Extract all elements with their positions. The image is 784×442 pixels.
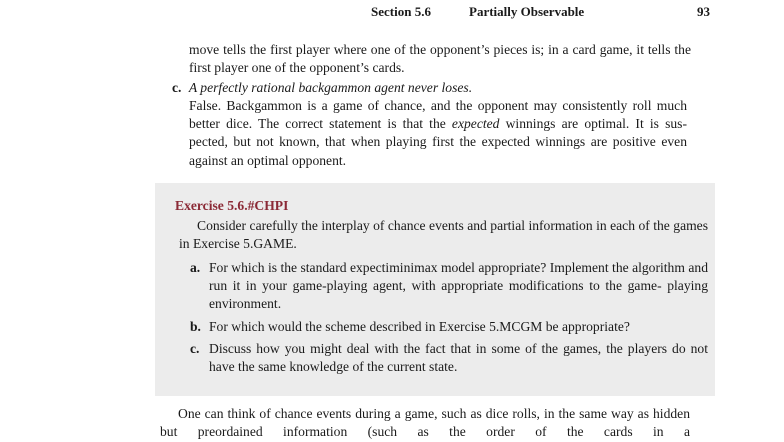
- exercise-item-c: [190, 340, 708, 376]
- continuation-paragraph: move tells the first player where one of the opponent’s pieces is; in a card game, it tells the first player one of the opponent’s cards.: [189, 42, 691, 76]
- item-statement: A perfectly rational backgammon agent never loses.: [188, 80, 473, 95]
- page-number: 93: [697, 4, 710, 19]
- item-text: Discuss how you might deal with the fact that in some of the games, the players do not have the same knowledge of the current state.: [209, 340, 708, 375]
- answer-text-part2: winnings are optimal. It is sus- pected, but not known, that when playing first the expected winnings are positive even against an optimal opponent.: [189, 116, 687, 168]
- exercise-title: Exercise 5.6.#CHPI: [175, 198, 289, 213]
- exercise-item-a: [190, 259, 708, 314]
- body-paragraph: One can think of chance events during a game, such as dice rolls, in the same way as hidden but preordained information (such as the order of the cards in a: [160, 406, 690, 440]
- item-text: For which would the scheme described in Exercise 5.MCGM be appropriate?: [209, 318, 630, 334]
- section-title: Partially Observable: [469, 4, 585, 19]
- answer-item-c-body: [189, 97, 687, 170]
- answer-text-part1: False. Backgammon is a game of chance, and the opponent may consistently roll much better dice. The correct statement is that the: [189, 98, 687, 132]
- item-text: For which is the standard expectiminimax model appropriate? Implement the algorithm and run it in your game-playing agent, with appropriate modifications to the game- playing environment.: [209, 260, 708, 312]
- section-number: Section 5.6: [371, 4, 431, 19]
- running-header: [0, 4, 784, 22]
- answer-item-c-statement: [172, 79, 692, 97]
- answer-emphasis: expected: [451, 116, 500, 132]
- item-label: c.: [190, 340, 200, 356]
- item-label: c.: [172, 80, 182, 95]
- exercise-item-b: [190, 318, 708, 336]
- item-label: a.: [190, 260, 201, 275]
- item-label: b.: [190, 318, 201, 334]
- exercise-intro: Consider carefully the interplay of chance events and partial information in each of the games in Exercise 5.GAME.: [179, 218, 708, 252]
- exercise-items: [190, 259, 708, 380]
